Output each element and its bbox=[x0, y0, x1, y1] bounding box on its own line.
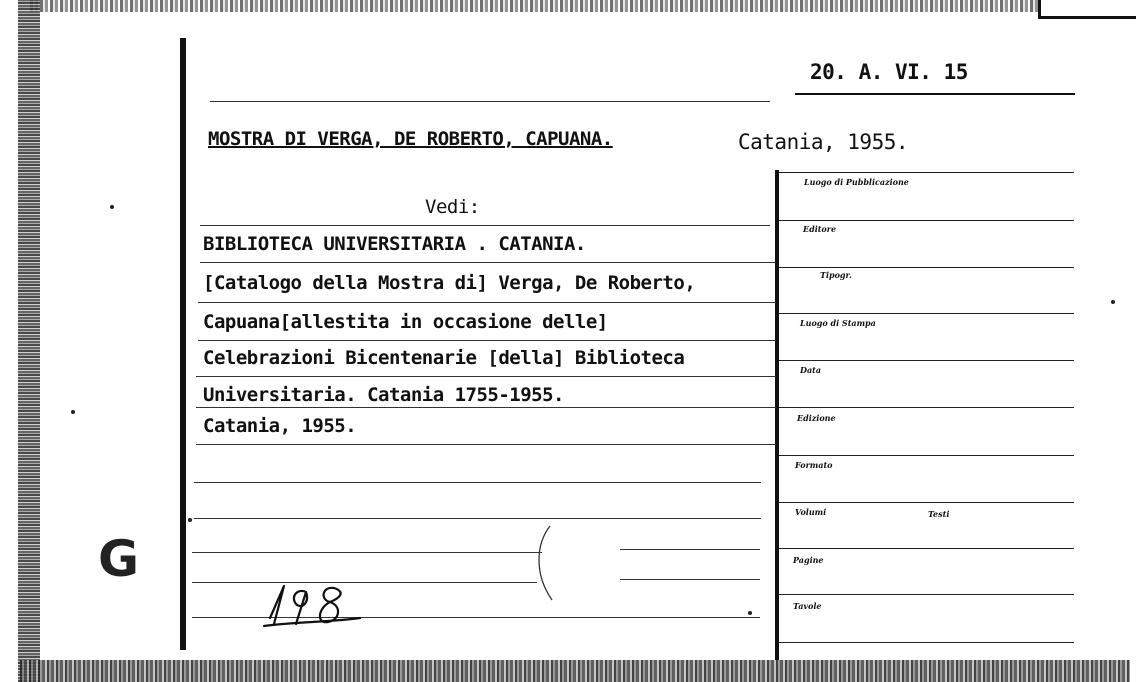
reference-line: Universitaria. Catania 1755-1955. bbox=[203, 384, 564, 406]
ruled-line bbox=[200, 262, 775, 263]
form-field-label: Testi bbox=[928, 509, 950, 519]
form-rule bbox=[779, 548, 1074, 549]
reference-line: [Catalogo della Mostra di] Verga, De Roberto, bbox=[203, 272, 696, 294]
stray-dot bbox=[748, 611, 752, 615]
card-corner-mark bbox=[1038, 0, 1136, 19]
form-field-label: Pagine bbox=[793, 555, 824, 565]
ruled-line bbox=[192, 552, 542, 553]
pencil-bracket-mark bbox=[528, 522, 564, 606]
ruled-line bbox=[196, 407, 776, 408]
form-column-divider bbox=[775, 170, 779, 660]
form-field-label: Luogo di Stampa bbox=[800, 318, 876, 328]
form-field-label: Tavole bbox=[793, 601, 822, 611]
form-rule bbox=[779, 360, 1074, 361]
scan-edge-top bbox=[30, 0, 1040, 12]
form-rule bbox=[779, 407, 1074, 408]
form-rule bbox=[779, 455, 1074, 456]
ruled-line bbox=[196, 376, 776, 377]
heading-place-date: Catania, 1955. bbox=[738, 130, 909, 154]
form-field-label: Editore bbox=[803, 224, 837, 234]
ruled-line bbox=[198, 340, 776, 341]
ruled-line bbox=[194, 518, 761, 519]
shelfmark: 20. A. VI. 15 bbox=[810, 60, 968, 84]
stray-dot bbox=[188, 518, 192, 522]
heading-entry: MOSTRA DI VERGA, DE ROBERTO, CAPUANA. bbox=[208, 128, 613, 150]
side-letter: G bbox=[98, 530, 140, 588]
form-rule bbox=[779, 642, 1074, 643]
handwritten-number bbox=[262, 580, 367, 632]
form-rule bbox=[779, 313, 1074, 314]
see-label: Vedi: bbox=[425, 196, 480, 218]
ruled-line bbox=[620, 549, 760, 550]
form-rule bbox=[779, 267, 1074, 268]
stray-dot bbox=[1111, 300, 1115, 304]
reference-line: BIBLIOTECA UNIVERSITARIA . CATANIA. bbox=[203, 233, 586, 255]
shelfmark-rule bbox=[795, 93, 1075, 95]
reference-line: Catania, 1955. bbox=[203, 415, 357, 437]
form-rule bbox=[779, 172, 1074, 173]
form-field-label: Edizione bbox=[797, 413, 836, 423]
top-rule bbox=[210, 101, 770, 102]
stray-dot bbox=[110, 205, 114, 209]
form-rule bbox=[779, 594, 1074, 595]
scan-edge-left bbox=[18, 0, 40, 682]
ruled-line bbox=[620, 579, 760, 580]
form-field-label: Luogo di Pubblicazione bbox=[804, 177, 909, 187]
form-rule bbox=[779, 502, 1074, 503]
form-field-label: Formato bbox=[795, 460, 833, 470]
form-rule bbox=[779, 220, 1074, 221]
ruled-line bbox=[194, 482, 761, 483]
stray-dot bbox=[71, 410, 75, 414]
form-field-label: Tipogr. bbox=[820, 270, 852, 280]
ruled-line bbox=[196, 444, 776, 445]
scan-edge-bottom bbox=[20, 660, 1130, 682]
reference-line: Capuana[allestita in occasione delle] bbox=[203, 311, 608, 333]
reference-line: Celebrazioni Bicentenarie [della] Biblioteca bbox=[203, 347, 685, 369]
ruled-line bbox=[198, 302, 776, 303]
left-margin-rule bbox=[180, 38, 186, 650]
form-field-label: Volumi bbox=[795, 507, 827, 517]
ruled-line bbox=[200, 225, 770, 226]
form-field-label: Data bbox=[800, 365, 821, 375]
